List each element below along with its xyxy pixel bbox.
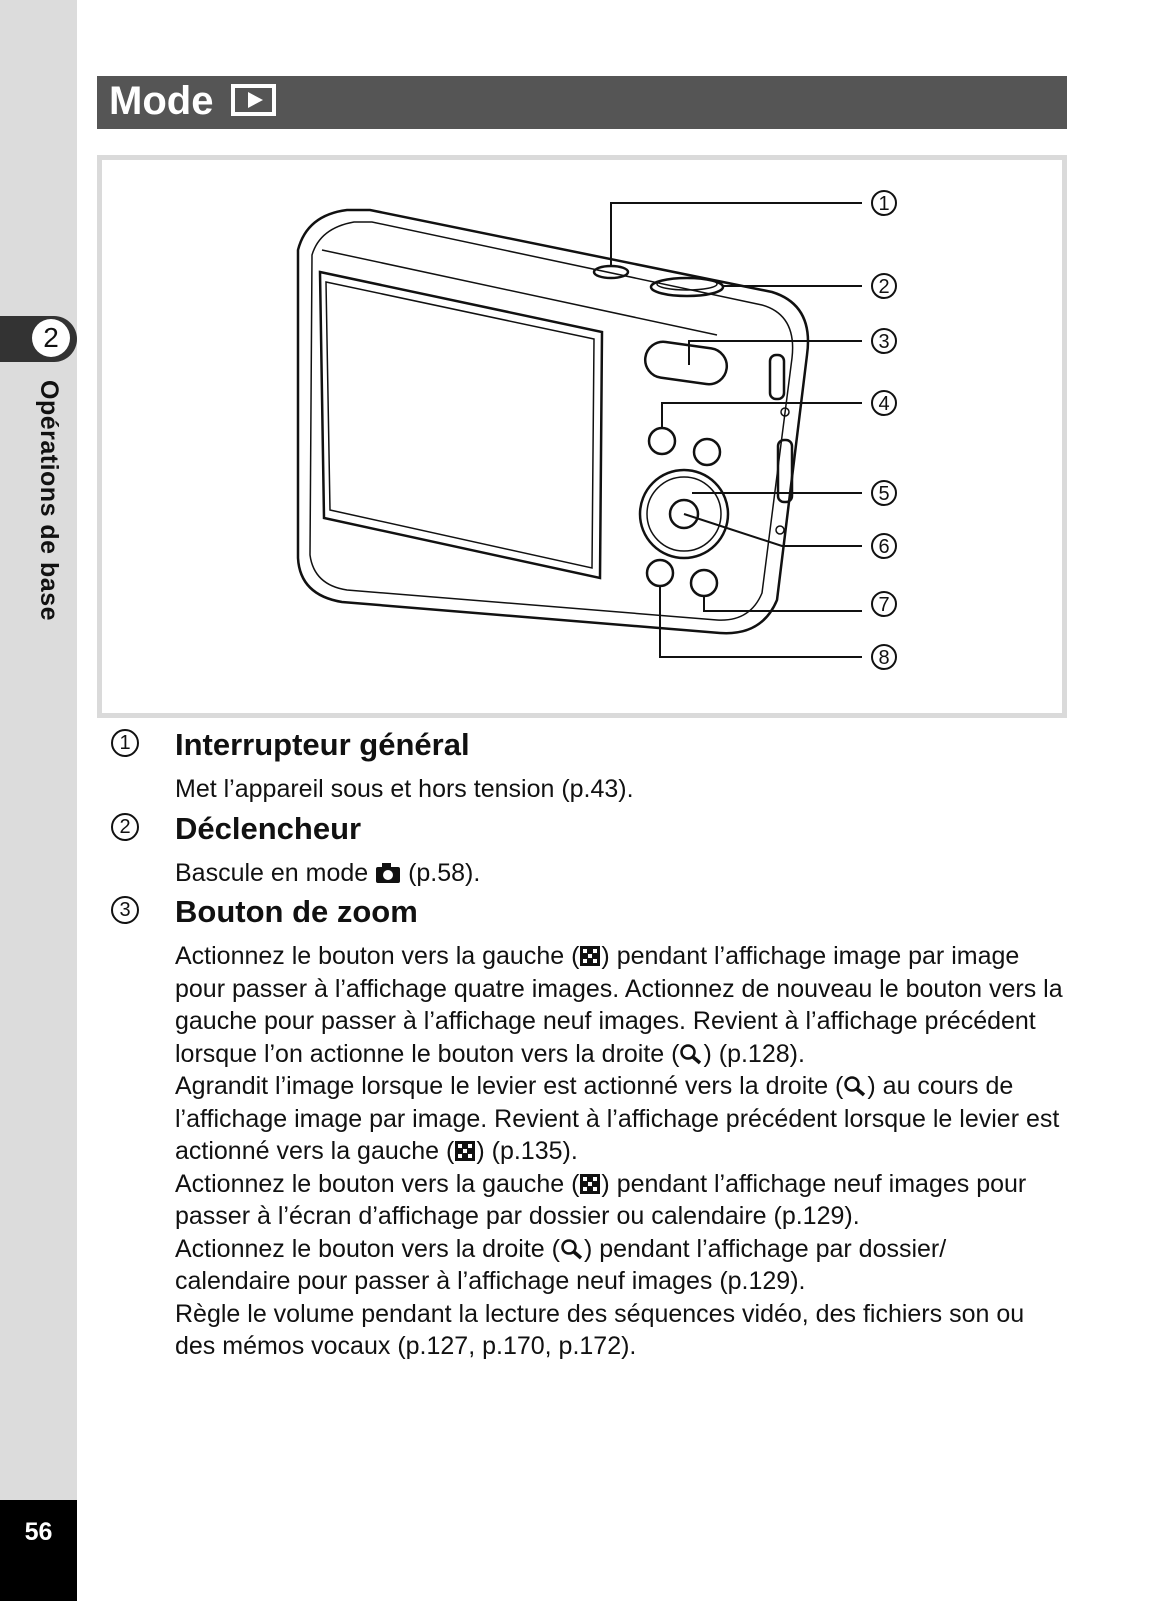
item-description: Actionnez le bouton vers la gauche ( ) pendant l’affichage image par image pour passer à l’affichage quatre images. Actionnez de nouveau le bouton vers la gauche pour passer à l’affichage neuf images. Revient à l’affichage précédent lorsque l’on actionne le bouton vers la droite ( ) (p.128). Agrandit l’image lorsque le levier est actionné vers la droite ( ) au cours de l’affichage image par image. Revient à l’affichage précédent lorsque le levier est actionné vers la gauche ( ) (p.135). Actionnez le bouton vers la gauche ( ) pendant l’affichage neuf images pour passer à l’écran d’affichage par dossier ou calendaire (p.129). Actionnez le bouton vers la droite ( ) pendant l’affichage par dossier/ calendaire pour passer à l’affichage neuf images (p.129). Règle le volume pendant la lecture des séquences vidéo, des fichiers son ou des mémos vocaux (p.127, p.170, p.172). [175,942,1063,1360]
chapter-sidebar [0,0,77,1601]
callout-4: 4 [878,393,890,415]
chapter-name: Opérations de base [35,380,63,622]
callout-8: 8 [878,647,890,669]
thumbnail-grid-icon [454,1140,476,1162]
callout-7: 7 [878,594,890,616]
item-title: Interrupteur général [175,727,470,762]
power-button [594,266,628,278]
item-number: 3 [111,896,139,924]
thumbnail-grid-icon [579,945,601,967]
magnify-icon [560,1238,584,1260]
zoom-lever [643,339,729,386]
camera-body [298,210,808,633]
item-number: 2 [111,813,139,841]
callout-2: 2 [878,276,890,298]
magnify-icon [843,1075,867,1097]
magnify-icon [679,1043,703,1065]
camera-figure [97,155,1067,718]
section-title: Mode [109,79,214,123]
item-title: Déclencheur [175,811,362,846]
camera-back-diagram [102,160,1062,713]
item-number: 1 [111,729,139,757]
item-title: Bouton de zoom [175,894,418,929]
lcd-screen [320,272,602,578]
thumbnail-grid-icon [579,1173,601,1195]
page-number: 56 [0,1500,77,1601]
callout-1: 1 [878,193,890,215]
callout-6: 6 [878,536,890,558]
playback-icon [231,84,276,116]
item-description: Met l’appareil sous et hors tension (p.43). [175,775,634,803]
button-4 [649,428,675,454]
section-title-bar [97,76,1067,129]
callout-5: 5 [878,483,890,505]
item-description: Bascule en mode (p.58). [175,859,481,887]
callout-3: 3 [878,331,890,353]
camera-icon [375,862,401,884]
chapter-number: 2 [32,319,70,357]
